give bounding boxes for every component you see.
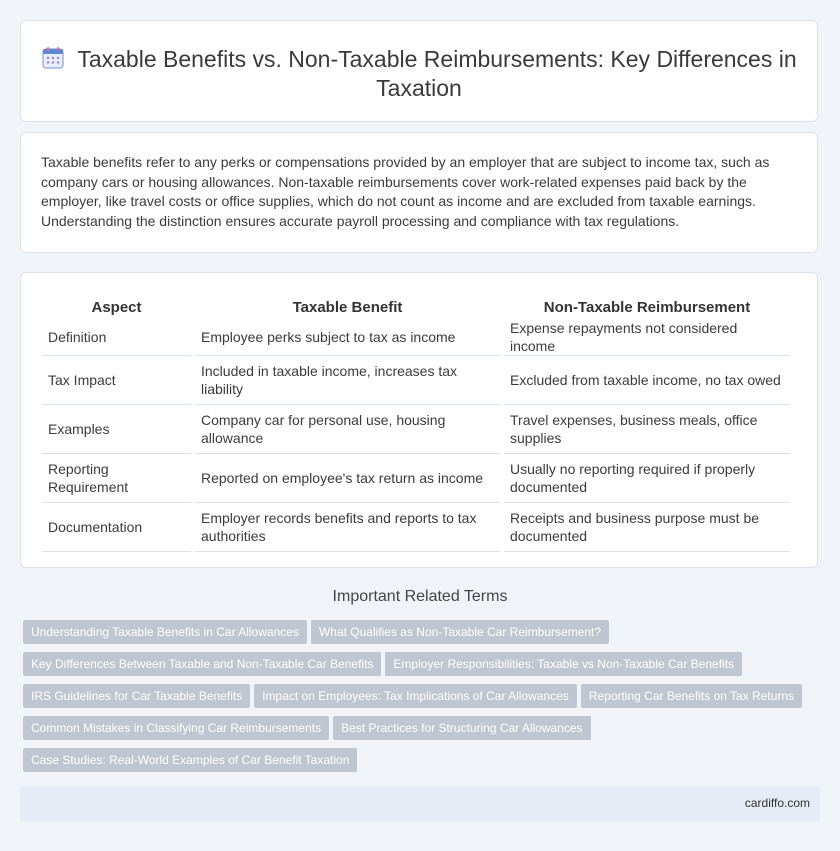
related-terms-list [23,620,813,780]
table-row [42,405,790,454]
related-term-tag[interactable]: IRS Guidelines for Car Taxable Benefits [23,684,250,708]
table-cell: Excluded from taxable income, no tax owed [504,356,790,405]
related-term-tag[interactable]: Employer Responsibilities: Taxable vs Non-Taxable Car Benefits [385,652,742,676]
table-cell: Definition [42,319,191,356]
table-cell: Receipts and business purpose must be documented [504,503,790,552]
comparison-table-card [20,272,818,568]
table-cell: Reported on employee's tax return as income [195,454,500,503]
comparison-table [38,297,794,552]
table-cell: Tax Impact [42,356,191,405]
table-cell: Usually no reporting required if properly documented [504,454,790,503]
table-cell: Included in taxable income, increases tax liability [195,356,500,405]
table-cell: Reporting Requirement [42,454,191,503]
related-terms-heading: Important Related Terms [332,588,508,605]
related-term-tag[interactable]: Case Studies: Real-World Examples of Car Benefit Taxation [23,748,357,772]
table-cell: Travel expenses, business meals, office supplies [504,405,790,454]
intro-card [20,132,818,253]
intro-paragraph: Taxable benefits refer to any perks or compensations provided by an employer that are subject to income tax, such as company cars or housing allowances. Non-taxable reimbursements cover work-related expenses paid back by the employer, like travel costs or office supplies, which do not count as income and are excluded from taxable earnings. Understanding the distinction ensures accurate payroll processing and compliance with tax regulations. [41,154,770,229]
related-term-tag[interactable]: Common Mistakes in Classifying Car Reimbursements [23,716,329,740]
page-title: Taxable Benefits vs. Non-Taxable Reimbursements: Key Differences in Taxation [77,46,797,101]
footer [20,786,820,821]
related-term-tag[interactable]: Understanding Taxable Benefits in Car Allowances [23,620,307,644]
table-cell: Employer records benefits and reports to tax authorities [195,503,500,552]
related-term-tag[interactable]: Reporting Car Benefits on Tax Returns [581,684,802,708]
table-cell: Examples [42,405,191,454]
table-cell: Expense repayments not considered income [504,319,790,356]
related-term-tag[interactable]: What Qualifies as Non-Taxable Car Reimbursement? [311,620,609,644]
header-non-taxable-reimbursement: Non-Taxable Reimbursement [543,298,751,316]
header-aspect: Aspect [91,298,142,316]
table-cell: Employee perks subject to tax as income [195,319,500,356]
calendar-icon [41,46,65,70]
footer-site-link[interactable]: cardiffo.com [744,796,810,810]
table-header-row [42,297,790,319]
page-title-wrap [21,45,817,103]
related-term-tag[interactable]: Best Practices for Structuring Car Allowances [333,716,590,740]
table-row [42,319,790,356]
table-cell: Company car for personal use, housing allowance [195,405,500,454]
related-term-tag[interactable]: Key Differences Between Taxable and Non-Taxable Car Benefits [23,652,381,676]
related-term-tag[interactable]: Impact on Employees: Tax Implications of Car Allowances [254,684,577,708]
table-row [42,503,790,552]
table-cell: Documentation [42,503,191,552]
table-row [42,356,790,405]
table-row [42,454,790,503]
header-taxable-benefit: Taxable Benefit [292,298,403,316]
header-card [20,20,818,122]
